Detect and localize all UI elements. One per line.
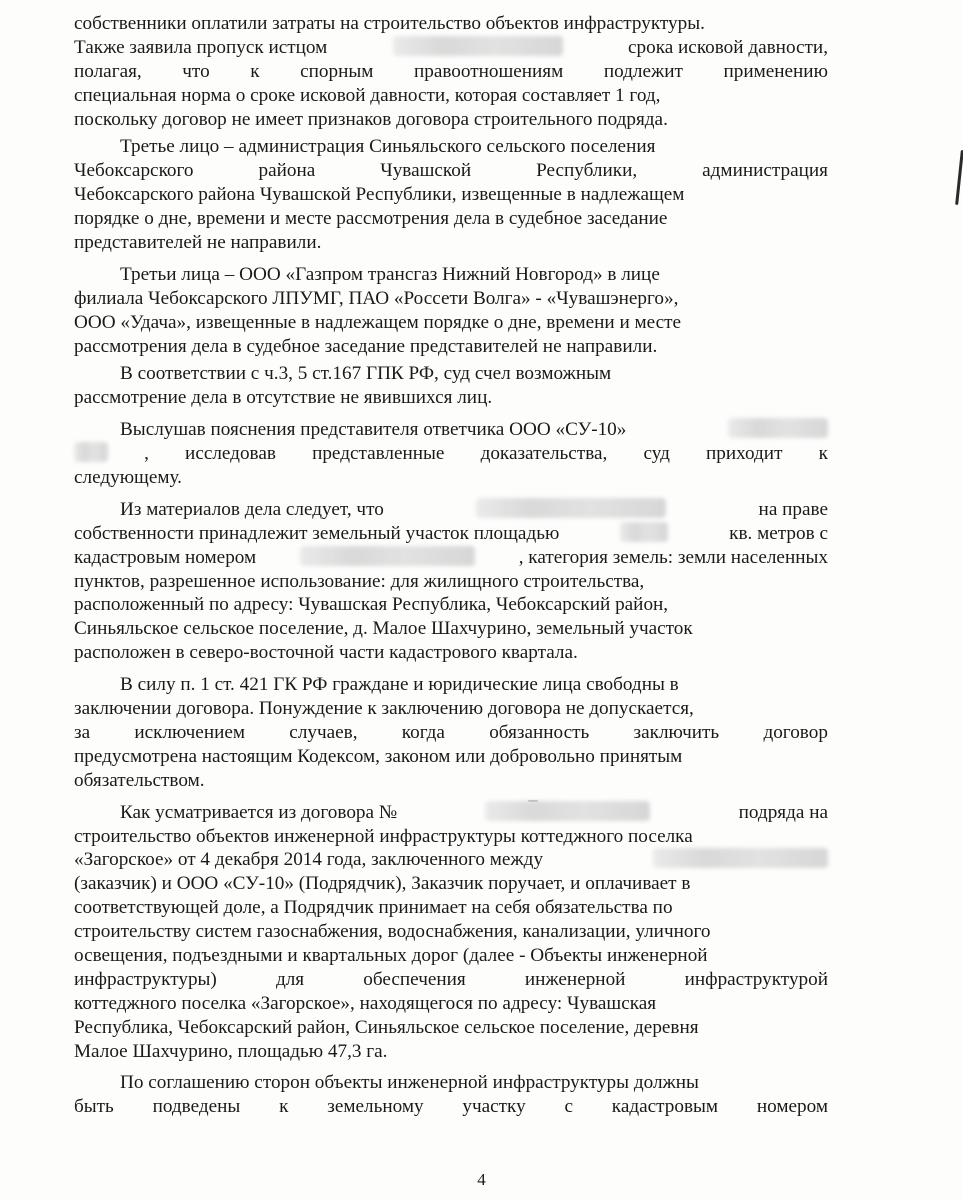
scan-edge-mark (955, 150, 963, 205)
text-line (74, 183, 828, 207)
text-line (74, 84, 828, 108)
text-line (74, 263, 828, 287)
redacted-text (393, 36, 563, 56)
text-fragment: суд (643, 443, 670, 465)
text-fragment: Синьяльское сельское поселение, д. Малое Шахчурино, земельный участок (74, 618, 693, 640)
text-fragment: подряда на (738, 801, 828, 823)
text-fragment: Третьи лица – ООО «Газпром трансгаз Нижний Новгород» в лице (120, 263, 660, 285)
text-line (74, 546, 828, 570)
text-fragment: на праве (758, 498, 828, 520)
text-line (74, 159, 828, 183)
text-fragment: кадастровым (611, 1096, 719, 1118)
text-line (74, 641, 828, 665)
text-line (74, 1071, 828, 1095)
text-line (74, 335, 828, 359)
text-line (74, 36, 828, 60)
text-fragment: номером (756, 1096, 828, 1118)
text-fragment: строительство объектов инженерной инфраструктуры коттеджного поселка (74, 825, 693, 847)
text-fragment: кв. метров с (729, 522, 828, 544)
text-line (74, 442, 828, 466)
text-fragment: Чебоксарского района Чувашской Республики, извещенные в надлежащем (74, 184, 685, 206)
paragraph-gap (74, 1063, 828, 1071)
text-fragment: расположенный по адресу: Чувашская Республика, Чебоксарский район, (74, 594, 669, 616)
text-fragment: Также заявила пропуск истцом (74, 36, 328, 58)
text-fragment: В соответствии с ч.3, 5 ст.167 ГПК РФ, суд счел возможным (120, 363, 612, 385)
text-line (74, 825, 828, 849)
text-fragment: обязательством. (74, 769, 205, 791)
text-fragment: освещения, подъездными и квартальных дорог (далее - Объекты инженерной (74, 944, 708, 966)
text-fragment: исследовав (185, 443, 276, 465)
text-fragment: администрация (702, 160, 828, 182)
text-fragment: коттеджного поселка «Загорское», находящегося по адресу: Чувашская (74, 992, 657, 1014)
text-fragment: Республики, (536, 160, 638, 182)
paragraph-gap (74, 410, 828, 418)
text-line (74, 992, 828, 1016)
text-fragment: , (144, 443, 149, 465)
text-line (74, 362, 828, 386)
text-line (74, 231, 828, 255)
text-fragment: спорным (300, 60, 374, 82)
text-fragment: собственники оплатили затраты на строительство объектов инфраструктуры. (74, 13, 705, 34)
text-fragment: Чувашской (380, 160, 472, 182)
text-fragment: По соглашению сторон объекты инженерной инфраструктуры должны (120, 1072, 699, 1094)
text-line (74, 801, 828, 825)
text-line (74, 872, 828, 896)
text-line (74, 466, 828, 490)
text-line (74, 1095, 828, 1119)
text-fragment: Республика, Чебоксарский район, Синьяльское сельское поселение, деревня (74, 1016, 699, 1038)
text-fragment: Как усматривается из договора № (120, 801, 398, 823)
page-number: 4 (477, 1170, 486, 1189)
text-fragment: за (74, 721, 91, 743)
text-fragment: Малое Шахчурино, площадью 47,3 га. (74, 1040, 388, 1062)
text-fragment: инфраструктуры) (74, 968, 217, 990)
text-fragment: договор (763, 721, 828, 743)
text-line (74, 944, 828, 968)
text-fragment: рассмотрение дела в отсутствие не явившихся лиц. (74, 387, 493, 409)
text-fragment: исключением (134, 721, 246, 743)
text-fragment: специальная норма о сроке исковой давности, которая составляет 1 год, (74, 84, 661, 106)
text-fragment: доказательства, (480, 443, 608, 465)
text-fragment: Третье лицо – администрация Синьяльского сельского поселения (120, 136, 656, 158)
text-fragment: Выслушав пояснения представителя ответчика ООО «СУ-10» (120, 419, 627, 441)
text-fragment: подлежит (603, 60, 683, 82)
redacted-text (74, 442, 108, 462)
text-line (74, 60, 828, 84)
text-fragment: пунктов, разрешенное использование: для жилищного строительства, (74, 570, 645, 592)
text-fragment: к (279, 1096, 289, 1118)
text-fragment: для (275, 968, 305, 990)
text-line (74, 498, 828, 522)
text-fragment: быть (74, 1096, 114, 1118)
text-line (74, 968, 828, 992)
text-line (74, 1040, 828, 1064)
redacted-text (728, 418, 828, 438)
text-fragment: представителей не направили. (74, 232, 322, 254)
text-fragment: строительству систем газоснабжения, водоснабжения, канализации, уличного (74, 921, 711, 943)
text-fragment: к (818, 443, 828, 465)
text-fragment: обеспечения (363, 968, 466, 990)
text-fragment: применению (723, 60, 828, 82)
text-fragment: заключить (633, 721, 720, 743)
text-line (74, 311, 828, 335)
text-line (74, 745, 828, 769)
document-body (74, 12, 828, 1119)
text-fragment: с (564, 1096, 573, 1118)
text-fragment: случаев, (289, 721, 358, 743)
paragraph-gap (74, 255, 828, 263)
text-line (74, 769, 828, 793)
text-fragment: заключении договора. Понуждение к заключению договора не допускается, (74, 698, 694, 720)
text-fragment: , категория земель: земли населенных (518, 546, 828, 568)
text-line (74, 896, 828, 920)
text-fragment: филиала Чебоксарского ЛПУМГ, ПАО «Россети Волга» - «Чувашэнерго», (74, 287, 679, 309)
text-line (74, 418, 828, 442)
text-fragment: представленные (312, 443, 445, 465)
text-fragment: Из материалов дела следует, что (120, 498, 384, 520)
text-fragment: района (258, 160, 316, 182)
text-line (74, 108, 828, 132)
text-fragment: инфраструктурой (684, 968, 828, 990)
paragraph-gap (74, 793, 828, 801)
redacted-text (653, 848, 828, 868)
text-line (74, 386, 828, 410)
text-fragment: соответствующей доле, а Подрядчик принимает на себя обязательства по (74, 897, 673, 919)
text-fragment: Чебоксарского (74, 160, 194, 182)
text-fragment: рассмотрения дела в судебное заседание представителей не направили. (74, 335, 658, 357)
text-line (74, 570, 828, 594)
text-fragment: срока исковой давности, (627, 36, 828, 58)
text-line (74, 1016, 828, 1040)
redacted-text (300, 546, 475, 566)
redacted-text (476, 498, 666, 518)
text-fragment: «Загорское» от 4 декабря 2014 года, заключенного между (74, 849, 544, 871)
text-fragment: собственности принадлежит земельный участок площадью (74, 522, 560, 544)
text-fragment: к (250, 60, 260, 82)
text-fragment: порядке о дне, времени и месте рассмотрения дела в судебное заседание (74, 208, 668, 230)
text-fragment: расположен в северо-восточной части кадастрового квартала. (74, 642, 578, 664)
text-fragment: когда (401, 721, 445, 743)
text-fragment: предусмотрена настоящим Кодексом, законом или добровольно принятым (74, 745, 683, 767)
text-line (74, 673, 828, 697)
text-line (74, 12, 828, 36)
text-line (74, 721, 828, 745)
text-fragment: кадастровым номером (74, 546, 257, 568)
text-line (74, 617, 828, 641)
text-fragment: следующему. (74, 467, 182, 489)
paragraph-gap (74, 490, 828, 498)
text-line (74, 287, 828, 311)
text-fragment: участку (462, 1096, 526, 1118)
text-line (74, 920, 828, 944)
text-fragment: инженерной (524, 968, 626, 990)
text-line (74, 593, 828, 617)
paragraph-gap (74, 665, 828, 673)
text-fragment: приходит (706, 443, 783, 465)
text-fragment: полагая, (74, 60, 142, 82)
text-fragment: ООО «Удача», извещенные в надлежащем порядке о дне, времени и месте (74, 311, 682, 333)
text-fragment: поскольку договор не имеет признаков договора строительного подряда. (74, 108, 668, 130)
text-fragment: земельному (327, 1096, 424, 1118)
text-fragment: (заказчик) и ООО «СУ-10» (Подрядчик), Заказчик поручает, и оплачивает в (74, 873, 691, 895)
text-fragment: что (182, 60, 210, 82)
text-fragment: В силу п. 1 ст. 421 ГК РФ граждане и юридические лица свободны в (120, 674, 679, 696)
redacted-text (485, 801, 650, 821)
text-line (74, 697, 828, 721)
text-line (74, 522, 828, 546)
redacted-text (620, 522, 668, 542)
text-line (74, 848, 828, 872)
text-line (74, 135, 828, 159)
text-fragment: подведены (152, 1096, 241, 1118)
text-fragment: правоотношениям (413, 60, 564, 82)
text-line (74, 207, 828, 231)
text-fragment: обязанность (489, 721, 590, 743)
